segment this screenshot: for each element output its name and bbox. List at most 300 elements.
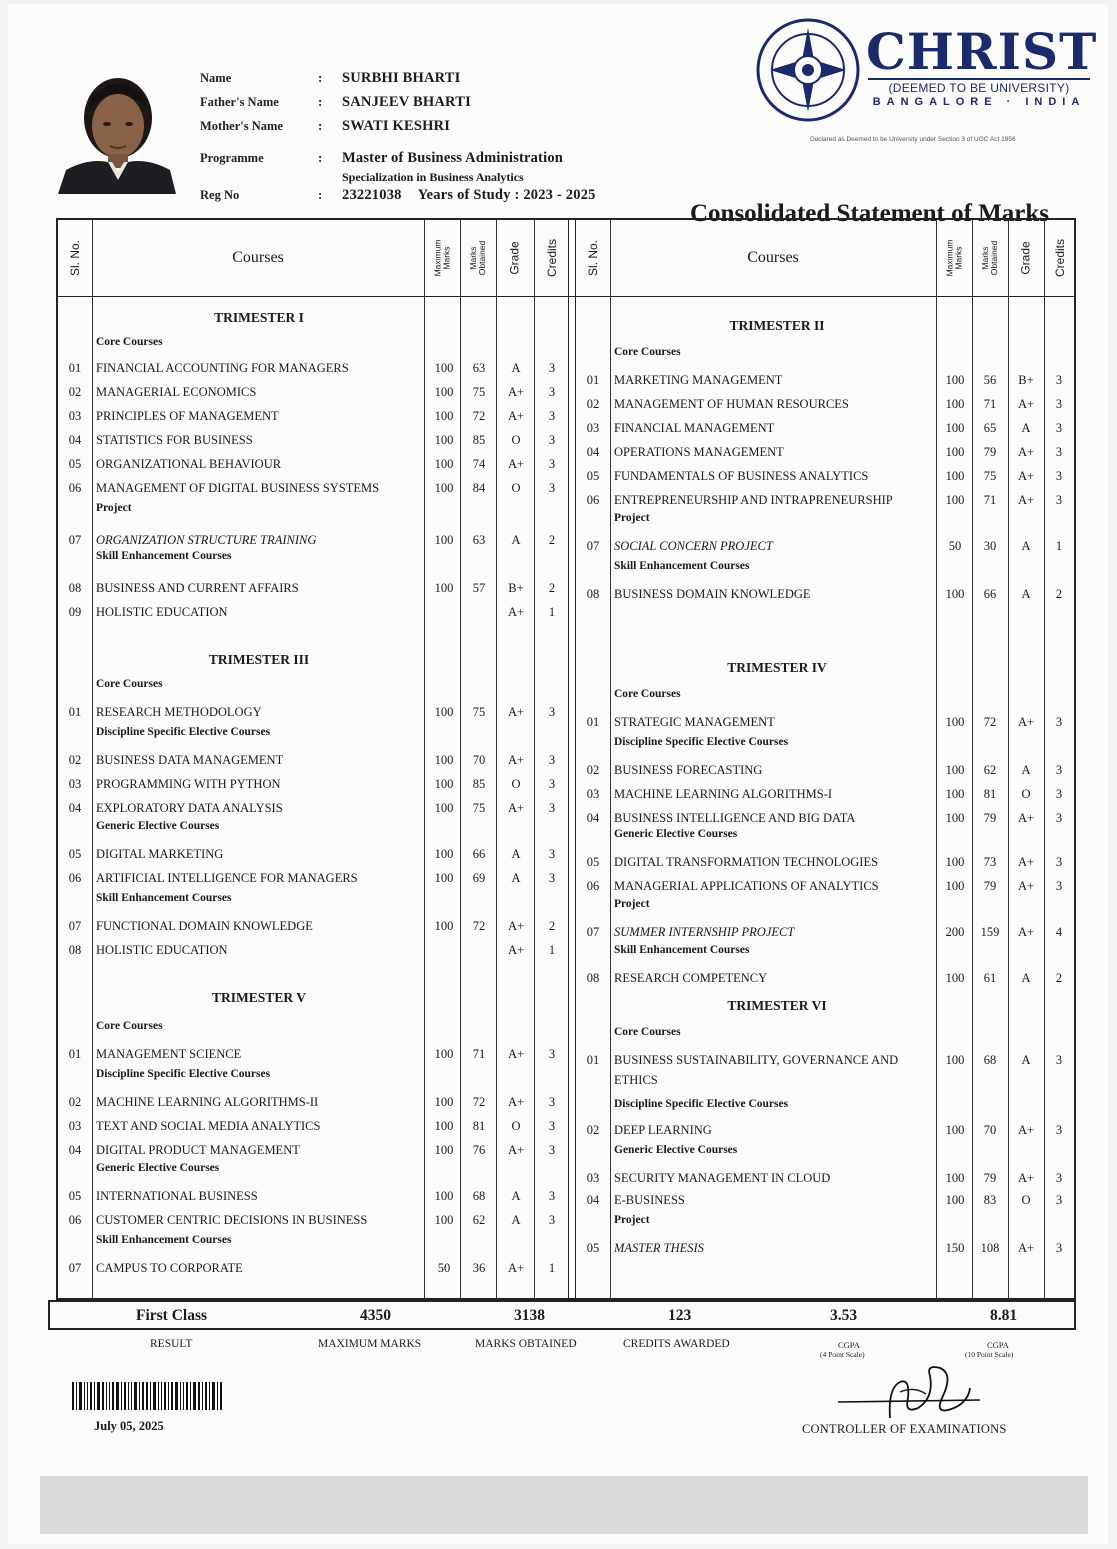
course-row [576,1050,1076,1087]
cgpa-label: CGPA [838,1340,860,1350]
ugc-declaration: Declared as Deemed to be University under Section 3 of UGC Act 1956 [810,136,1016,143]
header-grade [496,220,534,296]
credits: 2 [548,919,556,933]
grade: A+ [1017,811,1035,825]
cgpa-4-scale-label: (4 Point Scale) [820,1350,865,1359]
controller-of-examinations: CONTROLLER OF EXAMINATIONS [802,1422,1007,1436]
university-emblem-icon [754,16,862,124]
course-row [58,530,570,550]
course-name: MANAGERIAL ECONOMICS [96,385,257,399]
trimester-title: TRIMESTER IV [727,660,827,675]
course-name: BUSINESS INTELLIGENCE AND BIG DATA [614,811,856,825]
marks-obtained: 81 [983,787,997,801]
course-row [58,1210,570,1230]
marks-obtained: 83 [983,1193,997,1207]
credits: 3 [1055,879,1063,893]
sl-number: 04 [68,1143,82,1157]
course-row [576,466,1076,486]
credits: 2 [1055,587,1063,601]
course-row [576,712,1076,732]
sl-number: 08 [68,943,82,957]
header-credits-text: Credits [545,238,560,278]
colon: : [318,118,323,133]
marks-obtained: 56 [983,373,997,387]
university-deemed: (DEEMED TO BE UNIVERSITY) [868,78,1090,95]
course-row [576,1238,1076,1258]
credits: 3 [548,801,556,815]
header-obt-text: Marks Obtained [468,240,487,276]
grade: A [1021,763,1031,777]
marks-obtained: 68 [983,1053,997,1067]
sl-number: 02 [586,397,600,411]
max-marks: 100 [945,715,965,729]
course-name: SUMMER INTERNSHIP PROJECT [614,925,795,939]
max-marks: 100 [945,1053,965,1067]
course-name: ARTIFICIAL INTELLIGENCE FOR MANAGERS [96,871,358,885]
course-row [576,808,1076,828]
course-name-continued: ETHICS [614,1073,658,1087]
sl-number: 03 [68,777,82,791]
sl-number: 04 [586,811,600,825]
credits: 3 [548,871,556,885]
course-name: HOLISTIC EDUCATION [96,943,228,957]
grade: A+ [1017,469,1035,483]
cgpa-label: CGPA [987,1340,1009,1350]
header-sl-text: Sl. No. [68,239,83,277]
marks-obtained: 75 [472,385,486,399]
course-row [58,774,570,794]
trimester-title: TRIMESTER I [214,310,304,325]
course-row [576,370,1076,390]
course-name: FUNCTIONAL DOMAIN KNOWLEDGE [96,919,313,933]
credits: 3 [1055,397,1063,411]
course-row [58,602,570,622]
header-grade-text: Grade [1018,241,1033,275]
course-name: CAMPUS TO CORPORATE [96,1261,243,1275]
grade: A+ [1017,855,1035,869]
credits-awarded-total: 123 [668,1307,692,1324]
course-row [576,852,1076,872]
grade: A [511,533,521,547]
marks-obtained: 66 [472,847,486,861]
grade: A+ [1017,493,1035,507]
marks-obtained: 72 [472,919,486,933]
sl-number: 07 [586,539,600,553]
marks-obtained-total: 3138 [514,1307,545,1324]
grade: A [1021,421,1031,435]
sl-number: 06 [68,871,82,885]
marks-obtained: 70 [472,753,486,767]
credits: 3 [548,705,556,719]
grade: A [511,871,521,885]
course-name: BUSINESS DOMAIN KNOWLEDGE [614,587,811,601]
max-marks: 100 [434,533,454,547]
sl-number: 05 [68,847,82,861]
sl-number: 03 [586,1171,600,1185]
credits: 1 [548,1261,556,1275]
sl-number: 07 [68,919,82,933]
years-of-study: Years of Study : 2023 - 2025 [417,186,596,203]
sl-number: 04 [68,433,82,447]
course-row [576,584,1076,604]
programme: Master of Business Administration [342,149,564,166]
mother-name: SWATI KESHRI [342,117,451,134]
max-marks: 100 [945,1193,965,1207]
sl-number: 01 [68,361,82,375]
credits: 3 [548,753,556,767]
grade: O [1021,787,1031,801]
section-label: Core Courses [96,678,163,690]
header-credits [1044,220,1076,296]
grade: A+ [507,1261,525,1275]
credits: 3 [1055,1053,1063,1067]
section-label: Skill Enhancement Courses [614,944,750,956]
max-marks: 100 [434,481,454,495]
reg-label: Reg No [200,187,240,202]
max-marks: 50 [437,1261,451,1275]
max-marks: 100 [434,385,454,399]
header-courses-text: Courses [232,249,284,266]
course-name: MACHINE LEARNING ALGORITHMS-I [614,787,833,801]
max-marks: 100 [434,409,454,423]
grade: A+ [507,919,525,933]
colon: : [318,70,323,85]
marks-obtained: 71 [983,397,997,411]
grade: A+ [1017,445,1035,459]
section-label: Core Courses [96,1020,163,1032]
marks-obtained: 71 [472,1047,486,1061]
grade: A+ [507,1143,525,1157]
course-name: BUSINESS SUSTAINABILITY, GOVERNANCE AND [614,1053,899,1067]
marks-obtained: 75 [472,705,486,719]
grade: B+ [508,581,524,595]
course-name: STRATEGIC MANAGEMENT [614,715,775,729]
marks-obtained: 85 [472,777,486,791]
credits: 3 [548,847,556,861]
max-marks-total: 4350 [360,1307,391,1324]
credits: 3 [1055,373,1063,387]
course-name: BUSINESS AND CURRENT AFFAIRS [96,581,299,595]
grade: A+ [507,1095,525,1109]
sl-number: 02 [68,385,82,399]
max-marks: 100 [434,1095,454,1109]
grade: A [1021,587,1031,601]
credits: 3 [1055,1241,1063,1255]
grade: A+ [507,705,525,719]
credits: 2 [548,533,556,547]
section-label: Core Courses [614,346,681,358]
grade: A+ [1017,715,1035,729]
grade: A+ [1017,879,1035,893]
course-row [58,702,570,722]
sl-number: 06 [68,481,82,495]
colon: : [318,150,323,165]
grade: A [511,847,521,861]
sl-number: 08 [586,971,600,985]
grade: A [511,1189,521,1203]
course-row [576,1190,1076,1210]
max-marks: 100 [945,971,965,985]
marks-obtained: 79 [983,445,997,459]
credits: 3 [1055,1123,1063,1137]
credits: 3 [548,409,556,423]
course-row [576,876,1076,896]
marks-obtained: 79 [983,811,997,825]
university-name: CHRIST [866,22,1098,81]
credits: 3 [1055,811,1063,825]
header-max [424,220,460,296]
max-marks: 100 [945,397,965,411]
header-sl [576,220,610,296]
section-label: Discipline Specific Elective Courses [96,1068,271,1080]
header-max-text: Maximum Marks [432,239,451,277]
marks-obtained: 69 [472,871,486,885]
marks-obtained: 70 [983,1123,997,1137]
reg-number: 23221038 [342,186,402,203]
credits: 3 [1055,855,1063,869]
course-row [58,578,570,598]
course-name: E-BUSINESS [614,1193,685,1207]
course-name: CUSTOMER CENTRIC DECISIONS IN BUSINESS [96,1213,368,1227]
section-label: Discipline Specific Elective Courses [614,1098,789,1110]
header-courses [92,220,424,296]
credits: 3 [548,777,556,791]
header-credits [534,220,570,296]
credits: 3 [548,1143,556,1157]
cgpa-10-scale-label: (10 Point Scale) [965,1350,1014,1359]
marks-obtained: 66 [983,587,997,601]
course-row [58,916,570,936]
course-name: FUNDAMENTALS OF BUSINESS ANALYTICS [614,469,869,483]
course-name: ORGANIZATION STRUCTURE TRAINING [96,533,317,547]
max-marks: 100 [945,445,965,459]
max-marks: 100 [945,855,965,869]
max-marks: 100 [945,469,965,483]
sl-number: 05 [586,855,600,869]
course-row [58,940,570,960]
course-name: RESEARCH METHODOLOGY [96,705,262,719]
marks-obtained: 61 [983,971,997,985]
marks-obtained: 57 [472,581,486,595]
credits: 3 [1055,445,1063,459]
max-marks: 100 [434,801,454,815]
marks-obtained: 63 [472,361,486,375]
mother-label: Mother's Name [200,118,283,133]
grade: O [1021,1193,1031,1207]
header-courses [610,220,936,296]
course-row [58,1140,570,1160]
university-city: BANGALORE · INDIA [872,96,1086,108]
sl-number: 04 [586,445,600,459]
course-name: SECURITY MANAGEMENT IN CLOUD [614,1171,831,1185]
grade: A+ [1017,925,1035,939]
course-name: MACHINE LEARNING ALGORITHMS-II [96,1095,319,1109]
grade: A [1021,1053,1031,1067]
marks-obtained: 75 [983,469,997,483]
marks-obtained: 76 [472,1143,486,1157]
marks-obtained: 108 [980,1241,1000,1255]
header-grade-text: Grade [507,241,522,275]
course-row [58,868,570,888]
grade: A+ [1017,1171,1035,1185]
grade: O [511,433,521,447]
course-name: MARKETING MANAGEMENT [614,373,783,387]
header-credits-text: Credits [1053,238,1068,278]
course-row [58,1258,570,1278]
course-name: OPERATIONS MANAGEMENT [614,445,784,459]
marks-obtained: 62 [983,763,997,777]
controller-signature [830,1358,990,1428]
grade: A [511,1213,521,1227]
section-label: Core Courses [96,336,163,348]
credits-awarded-label: CREDITS AWARDED [623,1338,730,1350]
sl-number: 06 [586,879,600,893]
header-courses-text: Courses [747,249,799,266]
credits: 2 [1055,971,1063,985]
student-photo [58,58,176,194]
sl-number: 05 [586,1241,600,1255]
max-marks: 100 [434,433,454,447]
marks-obtained: 84 [472,481,486,495]
grade: O [511,1119,521,1133]
marks-obtained: 65 [983,421,997,435]
father-name: SANJEEV BHARTI [342,93,471,110]
course-row [576,394,1076,414]
sl-number: 07 [68,533,82,547]
course-row [576,784,1076,804]
marks-obtained: 85 [472,433,486,447]
colon: : [318,94,323,109]
sl-number: 02 [586,1123,600,1137]
course-row [576,1120,1076,1140]
course-row [576,490,1076,510]
course-name: SOCIAL CONCERN PROJECT [614,539,773,553]
document-title: Consolidated Statement of Marks [690,200,1050,227]
max-marks: 100 [434,705,454,719]
credits: 1 [1055,539,1063,553]
section-label: Generic Elective Courses [96,820,220,832]
marks-obtained: 72 [472,1095,486,1109]
barcode [72,1382,272,1410]
marks-obtained: 63 [472,533,486,547]
security-band [40,1476,1088,1534]
course-row [58,382,570,402]
credits: 3 [1055,469,1063,483]
sl-number: 02 [68,753,82,767]
section-label: Core Courses [614,688,681,700]
header-obt [972,220,1008,296]
max-marks: 100 [945,879,965,893]
sl-number: 04 [586,1193,600,1207]
student-name: SURBHI BHARTI [342,69,461,86]
sl-number: 08 [68,581,82,595]
section-label: Skill Enhancement Courses [96,892,232,904]
specialization: Specialization in Business Analytics [342,170,524,184]
grade: A+ [1017,1241,1035,1255]
grade: A+ [507,385,525,399]
sl-number: 06 [68,1213,82,1227]
header-obt-text: Marks Obtained [980,240,999,276]
sl-number: 03 [68,409,82,423]
course-name: MANAGEMENT OF HUMAN RESOURCES [614,397,849,411]
course-row [576,442,1076,462]
course-row [58,358,570,378]
grade: A [1021,971,1031,985]
course-row [58,406,570,426]
university-logo [754,16,1098,136]
section-label: Generic Elective Courses [614,1144,738,1156]
max-marks: 100 [945,763,965,777]
course-name: PROGRAMMING WITH PYTHON [96,777,281,791]
max-marks: 100 [945,787,965,801]
credits: 3 [1055,421,1063,435]
course-name: HOLISTIC EDUCATION [96,605,228,619]
sl-number: 01 [586,373,600,387]
course-name: MANAGERIAL APPLICATIONS OF ANALYTICS [614,879,879,893]
course-row [576,760,1076,780]
section-label: Core Courses [614,1026,681,1038]
section-label: Skill Enhancement Courses [614,560,750,572]
name-label: Name [200,70,232,85]
sl-number: 09 [68,605,82,619]
course-row [576,536,1076,556]
course-row [58,798,570,818]
sl-number: 05 [68,457,82,471]
marks-obtained: 30 [983,539,997,553]
course-name: PRINCIPLES OF MANAGEMENT [96,409,279,423]
marks-obtained-label: MARKS OBTAINED [475,1338,577,1350]
header-max-text: Maximum Marks [944,239,963,277]
marks-obtained: 73 [983,855,997,869]
grade: A+ [507,1047,525,1061]
section-label: Discipline Specific Elective Courses [96,726,271,738]
credits: 3 [1055,787,1063,801]
course-name: MANAGEMENT SCIENCE [96,1047,242,1061]
section-label: Generic Elective Courses [614,828,738,840]
marks-obtained: 75 [472,801,486,815]
credits: 3 [1055,493,1063,507]
course-row [576,968,1076,988]
section-label: Project [614,512,650,524]
sl-number: 08 [586,587,600,601]
credits: 1 [548,605,556,619]
course-name: DEEP LEARNING [614,1123,712,1137]
section-label: Project [96,502,132,514]
course-name: BUSINESS FORECASTING [614,763,763,777]
trimester-title: TRIMESTER III [208,652,310,667]
course-name: STATISTICS FOR BUSINESS [96,433,253,447]
course-name: RESEARCH COMPETENCY [614,971,768,985]
sl-number: 03 [68,1119,82,1133]
grade: A+ [507,605,525,619]
section-label: Discipline Specific Elective Courses [614,736,789,748]
sl-number: 01 [68,1047,82,1061]
max-marks: 100 [434,1143,454,1157]
grade: A+ [507,801,525,815]
header-sl-text: Sl. No. [586,239,601,277]
credits: 3 [1055,715,1063,729]
max-marks: 200 [945,925,965,939]
grade: O [511,777,521,791]
course-name: INTERNATIONAL BUSINESS [96,1189,258,1203]
trimester-title: TRIMESTER VI [727,998,827,1013]
course-name: DIGITAL PRODUCT MANAGEMENT [96,1143,300,1157]
credits: 3 [1055,1193,1063,1207]
marks-obtained: 79 [983,1171,997,1185]
max-marks: 100 [434,1213,454,1227]
header-grade [1008,220,1044,296]
sl-number: 07 [586,925,600,939]
